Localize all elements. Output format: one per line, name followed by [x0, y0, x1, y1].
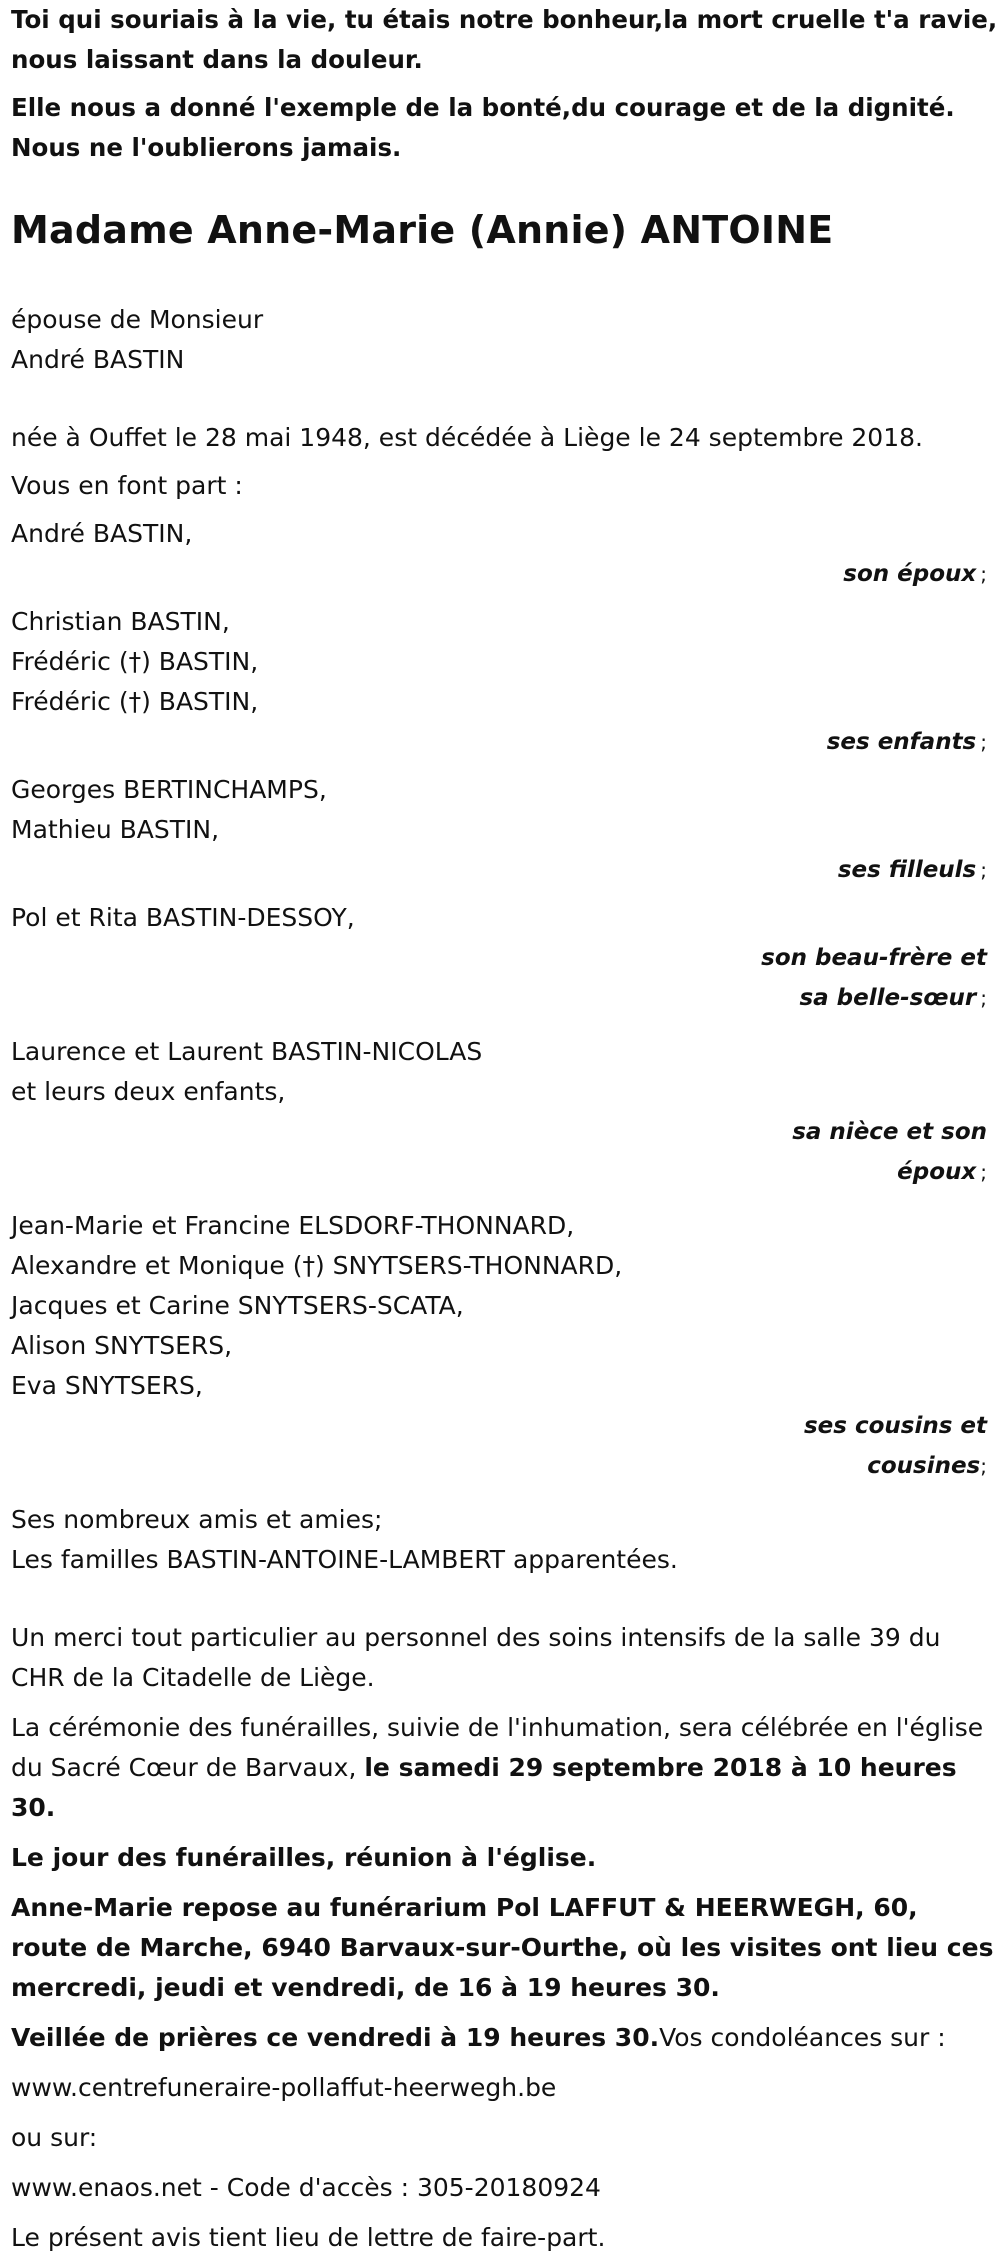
family-name: Jacques et Carine SNYTSERS-SCATA, [11, 1291, 464, 1320]
vigil-text: Veillée de prières ce vendredi à 19 heures 30. [11, 2023, 660, 2052]
ceremony-date: le samedi 29 septembre 2018 à 10 heures 30. [11, 1753, 957, 1822]
spouse-line-1: épouse de Monsieur [11, 305, 264, 334]
ceremony-text: La cérémonie des funérailles, suivie de l'inhumation, sera célébrée en l'église du Sacré Cœur de Barvaux, [11, 1713, 984, 1782]
spouse-line-2: André BASTIN [11, 345, 185, 374]
family-name: Christian BASTIN, [11, 607, 230, 636]
family-relation-line-1: son beau-frère et [761, 945, 987, 971]
ceremony-paragraph [11, 1708, 999, 1828]
deceased-name: Madame Anne-Marie (Annie) ANTOINE [11, 208, 834, 252]
condolences-text: Vos condoléances sur : [659, 2023, 946, 2052]
family-relation-line-2: cousines; [867, 1453, 987, 1479]
family-group-spouse [11, 514, 999, 594]
family-name: Jean-Marie et Francine ELSDORF-THONNARD, [11, 1211, 575, 1240]
family-group-cousins [11, 1206, 999, 1486]
friends-line-2: Les familles BASTIN-ANTOINE-LAMBERT apparentées. [11, 1545, 678, 1574]
family-group-in-laws [11, 898, 999, 1018]
website-link-2[interactable]: www.enaos.net - Code d'accès : 305-20180924 [11, 2173, 601, 2202]
epitaph [11, 0, 999, 168]
family-relation-line-2: époux ; [897, 1159, 987, 1185]
thanks-paragraph: Un merci tout particulier au personnel des soins intensifs de la salle 39 du CHR de la Citadelle de Liège. [11, 1623, 941, 1692]
spouse-block [11, 300, 999, 380]
rest-paragraph: Anne-Marie repose au funérarium Pol LAFFUT & HEERWEGH, 60, route de Marche, 6940 Barvaux-sur-Ourthe, où les visites ont lieu ces mercredi, jeudi et vendredi, de 16 à 19 heures 30. [11, 1893, 994, 2002]
family-name: Pol et Rita BASTIN-DESSOY, [11, 903, 355, 932]
family-name: Alexandre et Monique (†) SNYTSERS-THONNARD, [11, 1251, 623, 1280]
family-name: Mathieu BASTIN, [11, 815, 220, 844]
family-name: Laurence et Laurent BASTIN-NICOLAS [11, 1037, 483, 1066]
family-relation: ses filleuls ; [837, 857, 987, 883]
obituary-content [11, 0, 999, 2258]
announcement-intro: Vous en font part : [11, 471, 243, 500]
family-name: Frédéric (†) BASTIN, [11, 647, 259, 676]
family-relation-line-1: ses cousins et [803, 1413, 987, 1439]
closing-note: Le présent avis tient lieu de lettre de faire-part. [11, 2223, 606, 2252]
epitaph-line-2: Elle nous a donné l'exemple de la bonté,du courage et de la dignité. Nous ne l'oublierons jamais. [11, 93, 955, 162]
vigil-paragraph [11, 2018, 999, 2058]
family-name: Alison SNYTSERS, [11, 1331, 233, 1360]
family-relation-line-1: sa nièce et son [792, 1119, 987, 1145]
family-group-niece [11, 1032, 999, 1192]
friends-block [11, 1500, 999, 1580]
family-name: et leurs deux enfants, [11, 1077, 286, 1106]
birth-death: née à Ouffet le 28 mai 1948, est décédée à Liège le 24 septembre 2018. [11, 423, 923, 452]
family-group-godchildren [11, 770, 999, 890]
family-name: André BASTIN, [11, 519, 193, 548]
family-name: Frédéric (†) BASTIN, [11, 687, 259, 716]
family-group-children [11, 602, 999, 762]
or-on-text: ou sur: [11, 2123, 98, 2152]
family-relation-line-2: sa belle-sœur ; [799, 985, 987, 1011]
family-name: Georges BERTINCHAMPS, [11, 775, 327, 804]
website-link-1[interactable]: www.centrefuneraire-pollaffut-heerwegh.be [11, 2073, 557, 2102]
friends-line-1: Ses nombreux amis et amies; [11, 1505, 383, 1534]
family-relation: ses enfants ; [826, 729, 987, 755]
family-relation: son époux ; [843, 561, 987, 587]
meeting-note: Le jour des funérailles, réunion à l'église. [11, 1843, 597, 1872]
epitaph-line-1: Toi qui souriais à la vie, tu étais notre bonheur,la mort cruelle t'a ravie, nous laissant dans la douleur. [11, 5, 998, 74]
family-name: Eva SNYTSERS, [11, 1371, 203, 1400]
